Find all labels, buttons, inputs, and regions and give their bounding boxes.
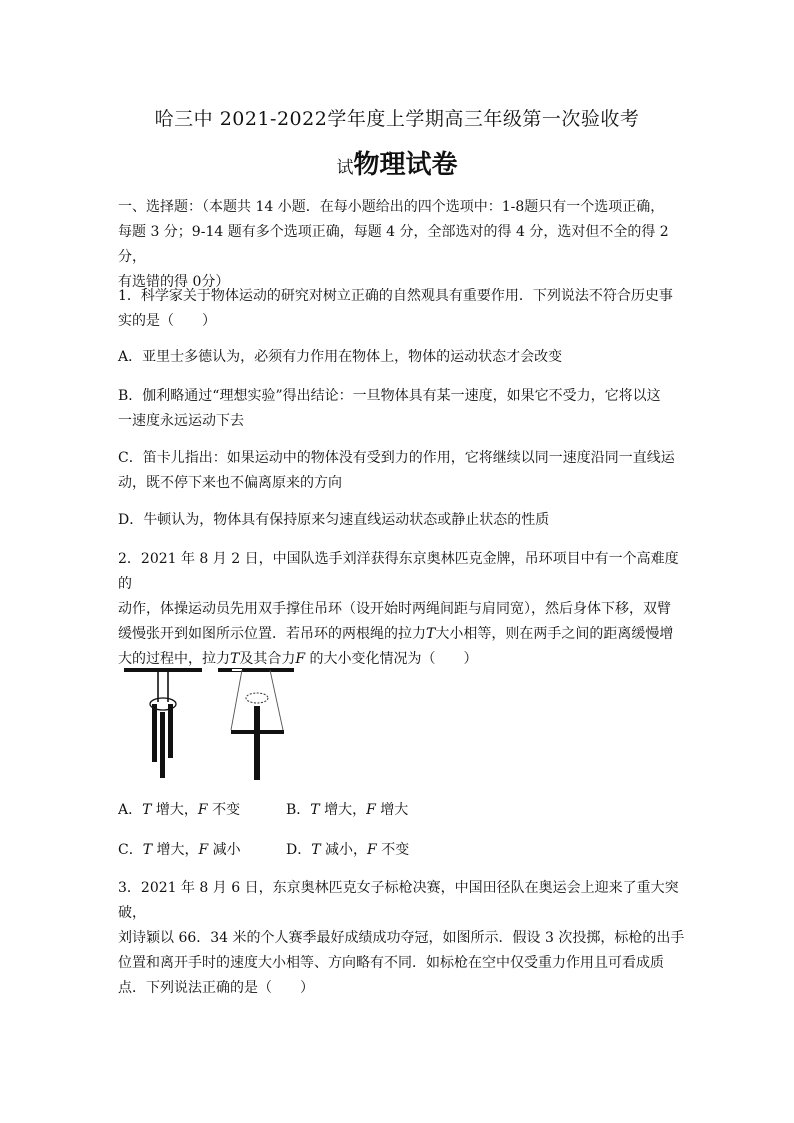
question-1-option-c: [118, 446, 690, 496]
variable-f: F: [198, 842, 209, 858]
gymnastics-rings-figure: [118, 662, 308, 780]
question-1-option-d: D．牛顿认为，物体具有保持原来匀速直线运动状态或静止状态的性质: [118, 512, 550, 528]
question-2-option-a: [118, 802, 240, 818]
stem-text: 缓慢张开到如图所示位置．若吊环的两根绳的拉力: [118, 626, 426, 642]
variable-f: F: [366, 802, 376, 818]
question-2-options-row-1: [118, 798, 240, 823]
option-text: 增大，: [151, 802, 198, 818]
rings-final-position: [218, 670, 294, 780]
option-text: 减小，: [320, 842, 368, 858]
exam-title-line2: [0, 144, 794, 181]
option-text: 增大: [375, 802, 409, 818]
variable-t: T: [311, 842, 321, 858]
stem-text: 大小相等，则在两手之间的距离缓慢增: [435, 626, 674, 642]
option-line: C．笛卡儿指出：如果运动中的物体没有受到力的作用，它将继续以同一速度沿同一直线运: [118, 450, 675, 466]
stem-text: 大的过程中，拉力: [118, 651, 230, 667]
question-1-option-a: A．亚里士多德认为，必须有力作用在物体上，物体的运动状态才会改变: [118, 349, 563, 365]
stem-text: 的大小变化情况为（ ）: [305, 651, 478, 667]
section-intro-line: 一、选择题：（本题共 14 小题．在每小题给出的四个选项中：1-8题只有一个选项正确，: [118, 199, 665, 215]
option-text: 不变: [376, 842, 410, 858]
variable-t: T: [310, 802, 320, 818]
section-intro-line: 每题 3 分；9-14 题有多个选项正确，每题 4 分，全部选对的得 4 分，选对但不全的得 2 分，: [118, 224, 669, 265]
option-text: 减小: [208, 842, 241, 858]
option-text: 不变: [207, 802, 241, 818]
question-2-option-c: [118, 838, 241, 863]
variable-t: T: [142, 842, 153, 858]
variable-t: T: [230, 651, 240, 667]
exam-title-line1: 哈三中 2021-2022学年度上学期高三年级第一次验收考: [154, 108, 640, 130]
question-2-stem-line: 2．2021 年 8 月 2 日，中国队选手刘洋获得东京奥林匹克金牌，吊环项目中有一个高难度的: [118, 551, 679, 592]
exam-title-small: 试: [336, 158, 354, 178]
question-2-option-b: [286, 798, 408, 823]
question-3-stem-line: 3．2021 年 8 月 6 日，东京奥林匹克女子标枪决赛，中国田径队在奥运会上迎来了重大突破，: [118, 880, 679, 921]
option-letter: D．: [286, 842, 312, 858]
option-letter: B．: [286, 802, 311, 818]
question-3-stem-line: 刘诗颖以 66．34 米的个人赛季最好成绩成功夺冠，如图所示．假设 3 次投掷，标枪的出手: [118, 930, 685, 946]
question-1-stem-line: 实的是（ ）: [118, 313, 216, 329]
option-line: 动，既不停下来也不偏离原来的方向: [118, 475, 342, 491]
question-2-option-d: [286, 838, 409, 863]
exam-subject-title: 物理试卷: [353, 150, 458, 180]
option-text: 增大，: [152, 842, 199, 858]
option-letter: C．: [118, 842, 143, 858]
section-intro-line: 有选错的得 0分）: [118, 274, 230, 290]
variable-f: F: [197, 802, 208, 818]
question-1-option-b: [118, 384, 690, 434]
stem-text: 及其合力: [239, 651, 296, 667]
section-intro: [118, 195, 690, 295]
question-3-stem-line: 位置和离开手时的速度大小相等、方向略有不同．如标枪在空中仅受重力作用且可看成质: [118, 955, 664, 971]
question-2-stem-line: 动作，体操运动员先用双手撑住吊环（设开始时两绳间距与肩同宽），然后身体下移，双臂: [118, 601, 671, 617]
rings-initial-position: [124, 670, 202, 778]
variable-t: T: [142, 802, 152, 818]
variable-f: F: [367, 842, 377, 858]
option-letter: A．: [118, 802, 143, 818]
variable-t: T: [426, 626, 436, 642]
question-1-stem: [118, 284, 690, 334]
question-3-stem: [118, 876, 690, 1001]
question-2-stem: [118, 547, 690, 672]
variable-f: F: [295, 651, 306, 667]
question-2-stem-line: [118, 622, 690, 647]
question-1-stem-line: 1．科学家关于物体运动的研究对树立正确的自然观具有重要作用．下列说法不符合历史事: [118, 288, 673, 304]
option-line: B．伽利略通过“理想实验”得出结论：一旦物体具有某一速度，如果它不受力，它将以这: [118, 388, 661, 404]
option-text: 增大，: [319, 802, 367, 818]
option-line: 一速度永远运动下去: [118, 413, 244, 429]
question-3-stem-line: 点．下列说法正确的是（ ）: [118, 980, 314, 996]
